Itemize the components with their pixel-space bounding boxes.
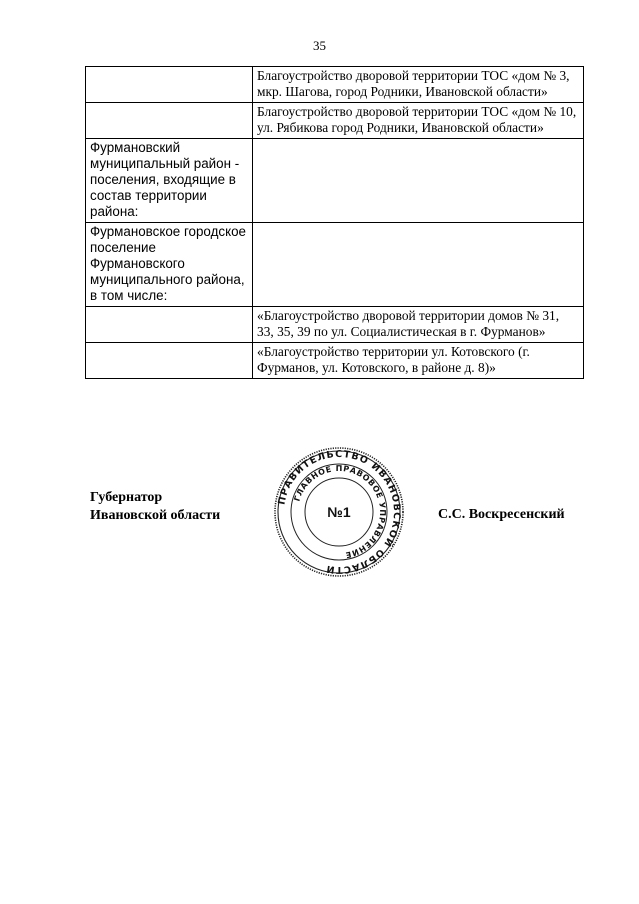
table-cell-right: Благоустройство дворовой территории ТОС «дом № 10, ул. Рябикова город Родники, Ивановской области» [253,103,584,139]
signatory-name: С.С. Воскресенский [438,507,565,522]
table-cell-right [253,223,584,307]
table-row [86,67,584,103]
table-cell-left: Фурмановское городское поселение Фурмановского муниципального района, в том числе: [86,223,253,307]
table-row [86,343,584,379]
table-row [86,223,584,307]
seal-outer-text: ПРАВИТЕЛЬСТВО ИВАНОВСКОЙ ОБЛАСТИ [276,448,403,576]
document-table [85,66,584,379]
seal-inner-text: ГЛАВНОЕ ПРАВОВОЕ УПРАВЛЕНИЕ [292,463,388,560]
table-cell-left: Фурмановский муниципальный район - поселения, входящие в состав территории района: [86,139,253,223]
seal-number: №1 [327,504,351,520]
signatory-title-line1: Губернатор [90,490,163,505]
table-cell-right: Благоустройство дворовой территории ТОС «дом № 3, мкр. Шагова, город Родники, Ивановской области» [253,67,584,103]
table-cell-left [86,307,253,343]
table-row [86,307,584,343]
signatory-title-line2: Ивановской области [90,508,221,523]
table-cell-left [86,67,253,103]
signatory-title [90,489,220,525]
table-cell-right: «Благоустройство дворовой территории домов № 31, 33, 35, 39 по ул. Социалистическая в г. Фурманов» [253,307,584,343]
table-cell-left [86,343,253,379]
table-cell-left [86,103,253,139]
table-cell-right: «Благоустройство территории ул. Котовского (г. Фурманов, ул. Котовского, в районе д. 8)» [253,343,584,379]
official-seal [272,445,406,579]
table-cell-right [253,139,584,223]
table-row [86,139,584,223]
page-number: 35 [313,38,326,53]
table-row [86,103,584,139]
